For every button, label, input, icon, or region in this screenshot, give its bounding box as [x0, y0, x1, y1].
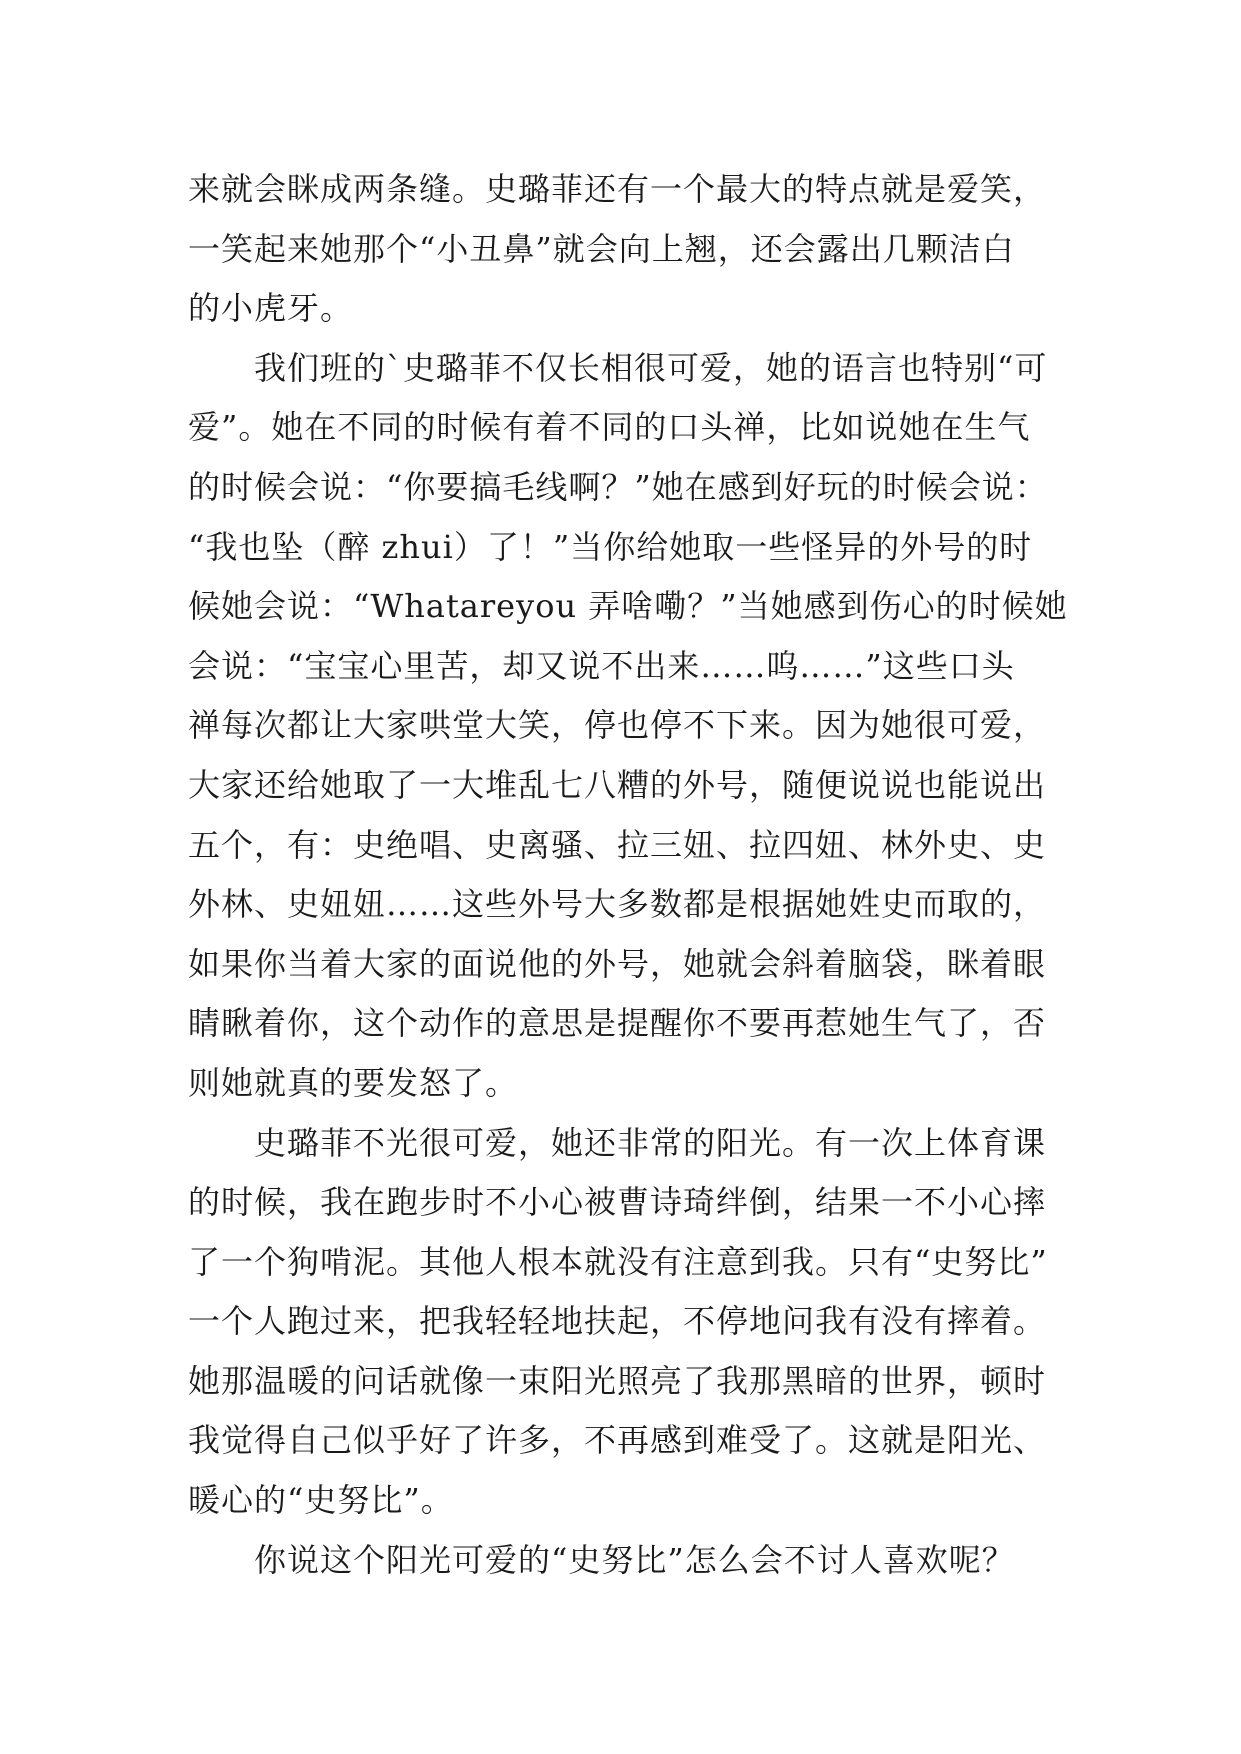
- essay-body: [188, 160, 1088, 1590]
- text-line: 来就会眯成两条缝。史璐菲还有一个最大的特点就是爱笑，: [188, 170, 1047, 208]
- text-line: 了一个狗啃泥。其他人根本就没有注意到我。只有“史努比”: [188, 1242, 1048, 1281]
- text-line: 睛瞅着你，这个动作的意思是提醒你不要再惹她生气了，否: [188, 1004, 1047, 1043]
- text-line: 如果你当着大家的面说他的外号，她就会斜着脑袋，眯着眼: [188, 944, 1047, 983]
- text-line: 禅每次都让大家哄堂大笑，停也停不下来。因为她很可爱，: [188, 706, 1047, 745]
- text-line: 候她会说：“Whatareyou 弄啥嘞？”当她感到伤心的时候她: [188, 587, 1068, 626]
- text-line: “我也坠（醉 zhui）了！”当你给她取一些怪异的外号的时: [188, 527, 1033, 566]
- text-line: 的小虎牙。: [188, 289, 354, 328]
- text-line: 外林、史妞妞……这些外号大多数都是根据她姓史而取的，: [188, 885, 1047, 924]
- text-line: 大家还给她取了一大堆乱七八糟的外号，随便说说也能说出: [188, 765, 1047, 804]
- paragraph-first-line: 你说这个阳光可爱的“史努比”怎么会不讨人喜欢呢？: [254, 1540, 1015, 1579]
- text-line: 的时候，我在跑步时不小心被曹诗琦绊倒，结果一不小心摔: [188, 1183, 1047, 1222]
- text-line: 暖心的“史努比”。: [188, 1481, 454, 1520]
- text-line: 我觉得自己似乎好了许多，不再感到难受了。这就是阳光、: [188, 1421, 1047, 1460]
- text-line: 她那温暖的问话就像一束阳光照亮了我那黑暗的世界，顿时: [188, 1361, 1047, 1400]
- text-line: 一个人跑过来，把我轻轻地扶起，不停地问我有没有摔着。: [188, 1302, 1047, 1341]
- paragraph-first-line: 史璐菲不光很可爱，她还非常的阳光。有一次上体育课: [254, 1123, 1047, 1162]
- paragraph-first-line: 我们班的`史璐菲不仅长相很可爱，她的语言也特别“可: [254, 348, 1048, 387]
- text-line: 一笑起来她那个“小丑鼻”就会向上翘，还会露出几颗洁白: [188, 229, 1015, 268]
- text-line: 的时候会说：“你要搞毛线啊？”她在感到好玩的时候会说：: [188, 467, 1048, 506]
- text-line: 则她就真的要发怒了。: [188, 1063, 519, 1102]
- text-line: 爱”。她在不同的时候有着不同的口头禅，比如说她在生气: [188, 408, 1031, 447]
- text-line: 五个，有：史绝唱、史离骚、拉三妞、拉四妞、林外史、史: [188, 825, 1047, 864]
- text-line: 会说：“宝宝心里苦，却又说不出来……呜……”这些口头: [188, 646, 1015, 685]
